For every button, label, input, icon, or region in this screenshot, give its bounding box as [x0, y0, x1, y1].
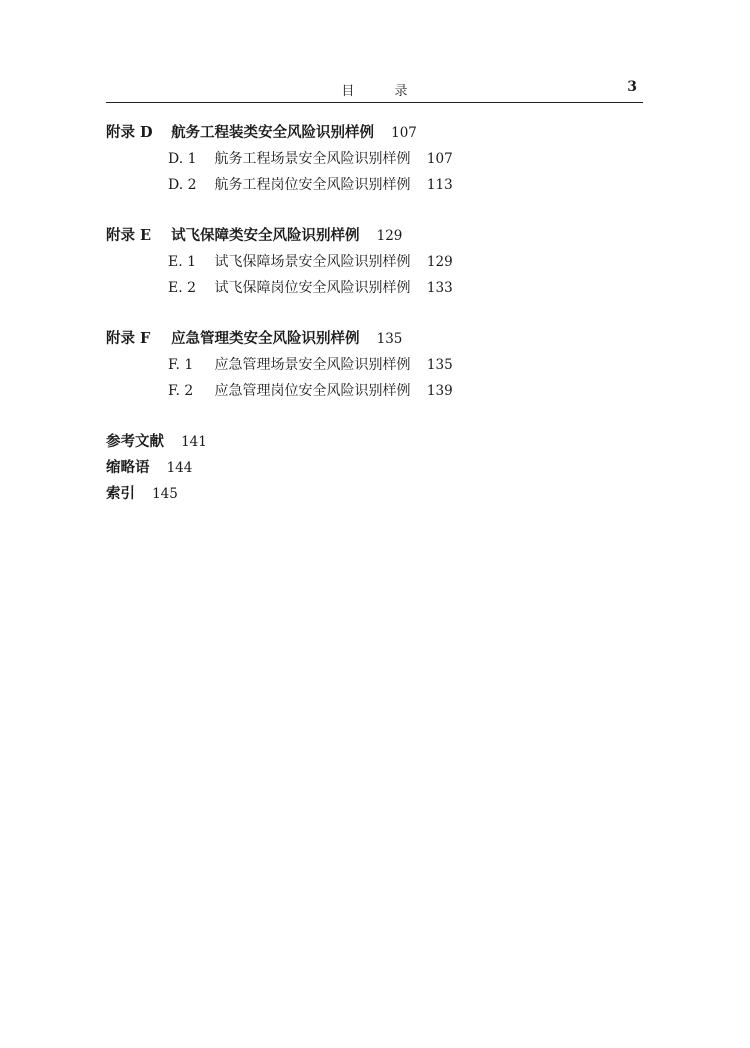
toc-entry-title: 应急管理类安全风险识别样例: [171, 330, 360, 347]
toc-entry-label: E. 2: [168, 280, 197, 296]
toc-entry-title: 参考文献: [106, 433, 164, 450]
toc-entry-title: 试飞保障岗位安全风险识别样例: [214, 280, 411, 296]
toc-entry-page: 113: [426, 177, 453, 193]
toc-group-appendix-e: [106, 223, 646, 301]
toc-entry-page: 129: [376, 228, 403, 244]
toc-entry-title: 航务工程装类安全风险识别样例: [171, 124, 375, 141]
toc-entry-appendix-e[interactable]: [106, 223, 646, 249]
toc-entry-appendix-d[interactable]: [106, 120, 646, 146]
toc-entry-label: E. 1: [168, 254, 197, 270]
toc-entry-page: 145: [152, 486, 178, 502]
toc-entry-title: 索引: [106, 485, 135, 502]
toc-entry-label: 附录 D: [106, 124, 153, 141]
toc-entry-page: 141: [181, 434, 207, 450]
table-of-contents: [106, 120, 646, 507]
toc-entry-page: 139: [426, 383, 453, 399]
toc-entry-title: 航务工程岗位安全风险识别样例: [214, 177, 411, 193]
running-header: [106, 78, 643, 103]
toc-entry-page: 107: [426, 151, 453, 167]
toc-entry-page: 144: [166, 460, 193, 476]
toc-entry-title: 应急管理场景安全风险识别样例: [214, 357, 411, 373]
toc-entry-label: F. 2: [168, 383, 194, 399]
toc-entry-abbreviations[interactable]: [106, 455, 646, 481]
toc-group-appendix-f: [106, 326, 646, 404]
toc-entry-title: 试飞保障场景安全风险识别样例: [214, 254, 411, 270]
toc-entry-label: 附录 E: [106, 227, 152, 244]
toc-entry-title: 应急管理岗位安全风险识别样例: [214, 383, 411, 399]
toc-entry-title: 缩略语: [106, 459, 150, 476]
toc-entry-page: 129: [426, 254, 453, 270]
toc-entry-label: D. 2: [168, 177, 197, 193]
toc-entry-e2[interactable]: [106, 275, 646, 301]
toc-entry-f2[interactable]: [106, 378, 646, 404]
toc-entry-page: 133: [426, 280, 453, 296]
toc-group-appendix-d: [106, 120, 646, 198]
toc-group-back-matter: [106, 429, 646, 507]
toc-entry-label: 附录 F: [106, 330, 151, 347]
group-spacer: [106, 198, 646, 223]
toc-entry-d2[interactable]: [106, 172, 646, 198]
toc-entry-page: 107: [391, 125, 417, 141]
toc-entry-f1[interactable]: [106, 352, 646, 378]
header-title: 目 录: [341, 84, 426, 99]
toc-entry-page: 135: [426, 357, 453, 373]
toc-entry-title: 试飞保障类安全风险识别样例: [171, 227, 360, 244]
group-spacer: [106, 404, 646, 429]
group-spacer: [106, 301, 646, 326]
toc-entry-label: F. 1: [168, 357, 194, 373]
toc-entry-title: 航务工程场景安全风险识别样例: [214, 151, 411, 167]
toc-entry-references[interactable]: [106, 429, 646, 455]
toc-entry-page: 135: [376, 331, 403, 347]
header-page-number: 3: [627, 79, 637, 95]
toc-entry-index[interactable]: [106, 481, 646, 507]
toc-entry-appendix-f[interactable]: [106, 326, 646, 352]
toc-entry-d1[interactable]: [106, 146, 646, 172]
toc-entry-e1[interactable]: [106, 249, 646, 275]
toc-entry-label: D. 1: [168, 151, 197, 167]
